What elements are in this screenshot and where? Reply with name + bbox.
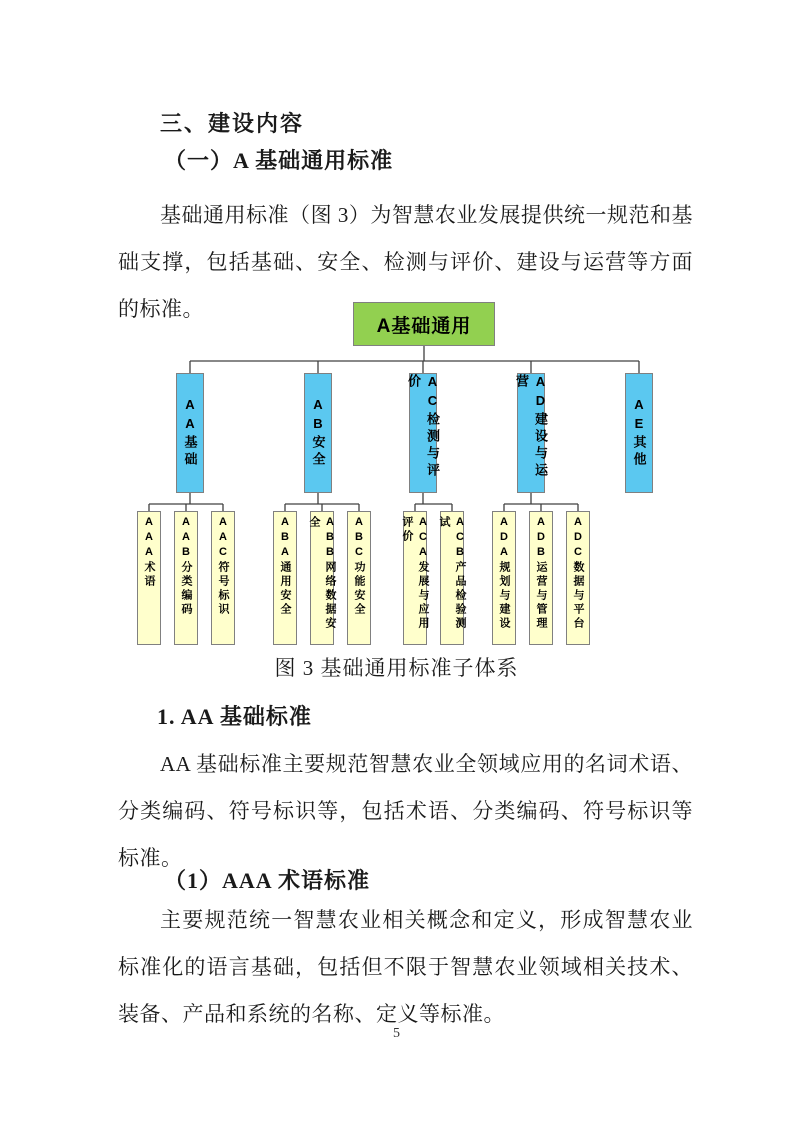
diagram-level3-label: ABC功能安全: [353, 516, 365, 617]
figure-caption: 图 3 基础通用标准子体系: [274, 656, 519, 680]
diagram-level3-box-aac: [211, 511, 235, 645]
figure-3-diagram: [0, 302, 793, 647]
diagram-level3-box-ada: [492, 511, 516, 645]
connector-group-ab: [285, 493, 359, 511]
page-number: 5: [393, 1026, 400, 1041]
connector-group-ac: [415, 493, 452, 511]
paragraph-aaa: 主要规范统一智慧农业相关概念和定义，形成智慧农业标准化的语言基础，包括但不限于智慧农业领域相关技术、装备、产品和系统的名称、定义等标准。: [118, 908, 693, 1026]
paragraph-intro: 基础通用标准（图 3）为智慧农业发展提供统一规范和基础支撑，包括基础、安全、检测与评价、建设与运营等方面的标准。: [118, 203, 693, 321]
connector-root-to-rail: [190, 346, 639, 373]
diagram-level3-box-aab: [174, 511, 198, 645]
diagram-root-label: A基础通用: [376, 315, 472, 337]
connector-lines: [0, 302, 793, 647]
subsection-heading: （一）A 基础通用标准: [164, 148, 394, 173]
diagram-level3-box-aca: [403, 511, 427, 645]
diagram-level2-label: AE其他: [631, 397, 647, 469]
paragraph-aa: AA 基础标准主要规范智慧农业全领域应用的名词术语、分类编码、符号标识等，包括术语、分类编码、符号标识等标准。: [118, 752, 693, 870]
diagram-level3-box-acb: [440, 511, 464, 645]
diagram-level2-box-aa: [176, 373, 204, 493]
diagram-level3-label: ABA通用安全: [279, 516, 291, 617]
diagram-level3-label: ADB运营与管理: [535, 516, 547, 631]
diagram-level3-box-adb: [529, 511, 553, 645]
diagram-level3-box-abc: [347, 511, 371, 645]
diagram-level3-box-abb: [310, 511, 334, 645]
connector-group-ad: [504, 493, 578, 511]
diagram-level3-label: AAB分类编码: [180, 516, 192, 617]
diagram-level2-label: AB安全: [310, 397, 326, 469]
diagram-level3-label: ACB产品检验测试: [438, 516, 466, 631]
diagram-level2-label: AD建设与运营: [514, 374, 548, 480]
item-heading-aaa: （1）AAA 术语标准: [164, 868, 370, 893]
diagram-level2-box-ab: [304, 373, 332, 493]
diagram-level3-label: ABB网络数据安全: [308, 516, 336, 631]
diagram-level3-box-adc: [566, 511, 590, 645]
diagram-root-box: [353, 302, 495, 346]
section-heading: 三、建设内容: [160, 111, 305, 136]
connector-group-aa: [149, 493, 223, 511]
diagram-level3-label: AAC符号标识: [217, 516, 229, 617]
diagram-level3-label: ADA规划与建设: [498, 516, 510, 631]
diagram-level2-label: AC检测与评价: [406, 374, 440, 480]
diagram-level3-label: AAA术语: [143, 516, 155, 589]
diagram-level2-box-ac: [406, 373, 440, 493]
diagram-level2-box-ad: [514, 373, 548, 493]
diagram-level2-label: AA基础: [182, 397, 198, 469]
diagram-level3-label: ADC数据与平台: [572, 516, 584, 631]
diagram-level3-box-aba: [273, 511, 297, 645]
item-heading-aa: 1. AA 基础标准: [157, 704, 312, 729]
diagram-level3-label: ACA发展与应用评价: [401, 516, 429, 631]
diagram-level3-box-aaa: [137, 511, 161, 645]
diagram-level2-box-ae: [625, 373, 653, 493]
